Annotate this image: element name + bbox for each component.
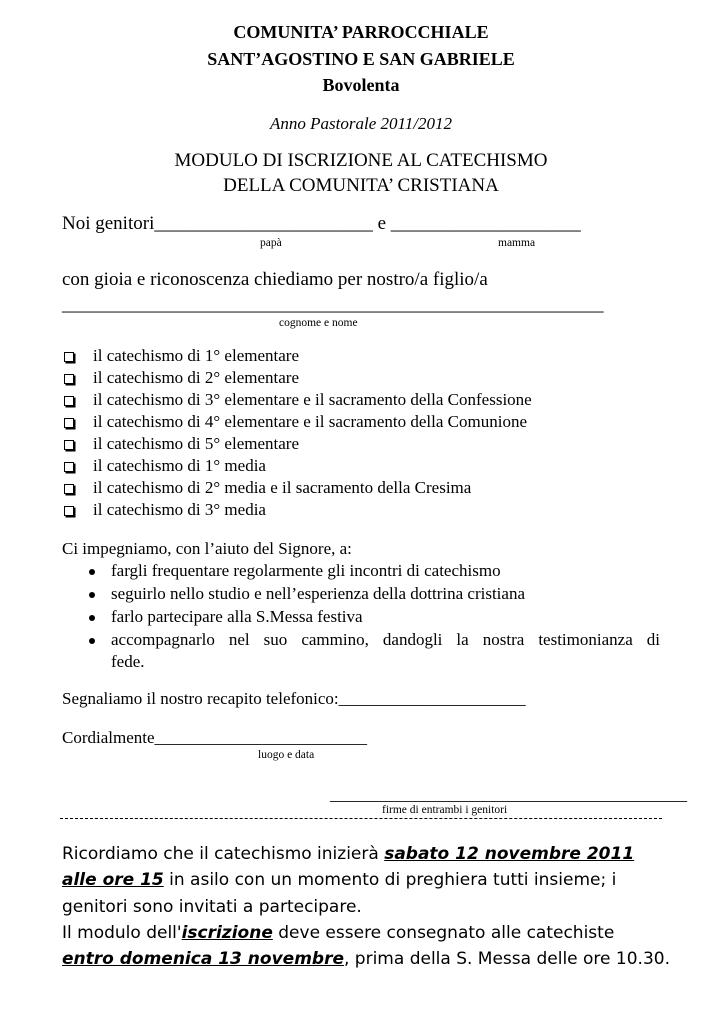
option-label: il catechismo di 3° media — [93, 500, 266, 519]
caption-child-name: cognome e nome — [279, 317, 358, 329]
caption-papa: papà — [260, 237, 282, 249]
notice-line-2 — [62, 870, 616, 890]
checkbox-option-8[interactable] — [64, 506, 74, 516]
notice-line-1 — [62, 844, 634, 864]
bullet-icon — [89, 615, 95, 621]
parents-line: Noi genitori_______________________ e ____________________ — [62, 213, 581, 234]
notice-text: in asilo con un momento di preghiera tutti insieme; i — [163, 870, 617, 890]
deadline-highlight: entro domenica 13 novembre — [62, 949, 344, 969]
option-label: il catechismo di 2° media e il sacramento della Cresima — [93, 478, 472, 497]
request-text: con gioia e riconoscenza chiediamo per nostro/a figlio/a — [62, 269, 488, 290]
notice-line-4 — [62, 923, 614, 943]
checkbox-option-1[interactable] — [64, 352, 74, 362]
caption-signatures: firme di entrambi i genitori — [382, 804, 508, 816]
commitment-item-continuation: fede. — [111, 652, 145, 671]
child-name-line: _________________________________________________________ — [62, 294, 604, 315]
checkbox-option-2[interactable] — [64, 374, 74, 384]
checkbox-option-3[interactable] — [64, 396, 74, 406]
checkbox-option-4[interactable] — [64, 418, 74, 428]
bullet-icon — [89, 569, 95, 575]
bullet-icon — [89, 592, 95, 598]
commitment-item: seguirlo nello studio e nell’esperienza della dottrina cristiana — [111, 584, 525, 603]
checkbox-option-6[interactable] — [64, 462, 74, 472]
option-label: il catechismo di 5° elementare — [93, 434, 299, 453]
notice-text: , prima della S. Messa delle ore 10.30. — [344, 949, 670, 969]
signature-line[interactable]: __________________________________________ — [330, 785, 687, 804]
notice-text: Ricordiamo che il catechismo inizierà — [62, 844, 385, 864]
option-label: il catechismo di 4° elementare e il sacramento della Comunione — [93, 412, 528, 431]
notice-line-3: genitori sono invitati a partecipare. — [62, 897, 362, 917]
parish-town: Bovolenta — [322, 75, 400, 95]
parish-name: COMUNITA’ PARROCCHIALE — [233, 22, 489, 42]
option-label: il catechismo di 1° media — [93, 456, 266, 475]
option-label: il catechismo di 3° elementare e il sacramento della Confessione — [93, 390, 532, 409]
commitment-intro: Ci impegniamo, con l’aiuto del Signore, a: — [62, 539, 352, 558]
checkbox-option-7[interactable] — [64, 484, 74, 494]
notice-line-5 — [62, 949, 670, 969]
cut-line-divider — [60, 818, 662, 819]
start-date-highlight: sabato 12 novembre 2011 — [384, 844, 635, 864]
commitment-item: fargli frequentare regolarmente gli incontri di catechismo — [111, 561, 501, 580]
notice-text: Il modulo dell' — [62, 923, 182, 943]
caption-mamma: mamma — [498, 237, 536, 249]
place-date-field[interactable]: Cordialmente_________________________ — [62, 728, 368, 747]
commitment-item: accompagnarlo nel suo cammino, dandogli la nostra testimonianza di — [111, 630, 660, 649]
commitment-item: farlo partecipare alla S.Messa festiva — [111, 607, 363, 626]
option-label: il catechismo di 1° elementare — [93, 346, 299, 365]
option-label: il catechismo di 2° elementare — [93, 368, 299, 387]
phone-field[interactable]: Segnaliamo il nostro recapito telefonico:______________________ — [62, 689, 526, 708]
parish-saints: SANT’AGOSTINO E SAN GABRIELE — [207, 49, 515, 69]
bullet-icon — [89, 638, 95, 644]
form-title-line2: DELLA COMUNITA’ CRISTIANA — [223, 175, 499, 196]
start-time-highlight: alle ore 15 — [62, 870, 164, 890]
caption-place-date: luogo e data — [258, 749, 315, 761]
form-title-line1: MODULO DI ISCRIZIONE AL CATECHISMO — [174, 150, 548, 171]
registration-highlight: iscrizione — [181, 923, 273, 943]
notice-text: deve essere consegnato alle catechiste — [272, 923, 615, 943]
checkbox-option-5[interactable] — [64, 440, 74, 450]
pastoral-year: Anno Pastorale 2011/2012 — [270, 114, 452, 133]
